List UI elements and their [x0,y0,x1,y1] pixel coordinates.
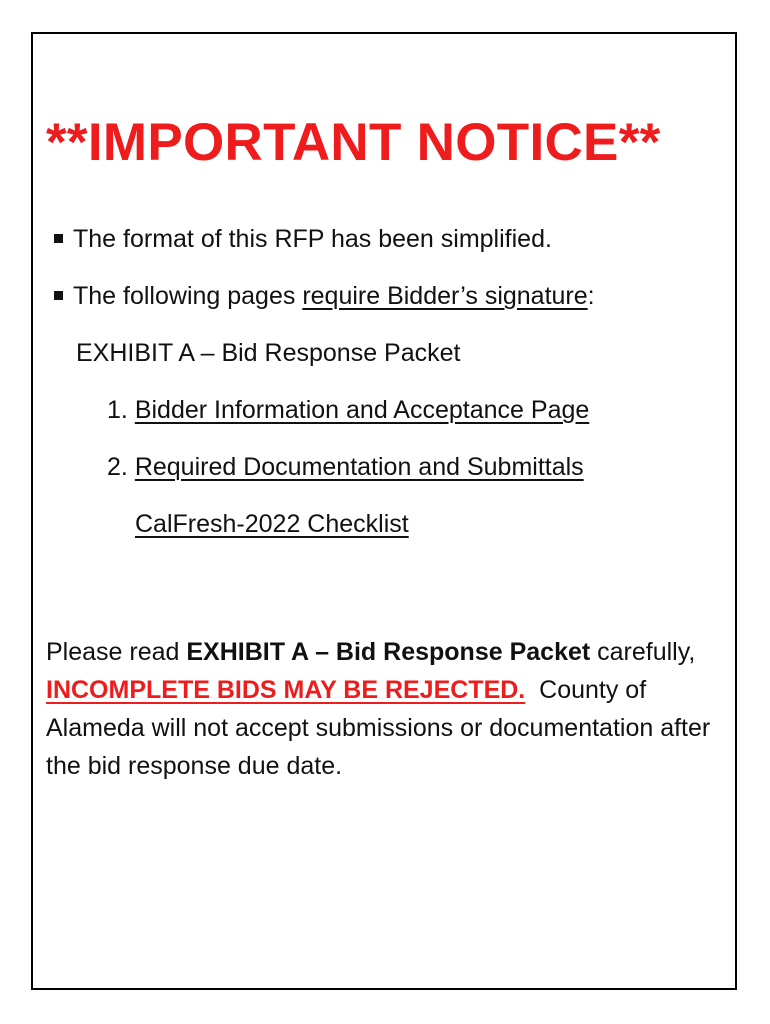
important-notice-title: **IMPORTANT NOTICE** [46,113,661,172]
square-bullet-icon [54,234,63,243]
bullet-signature-required [54,282,595,311]
bullet-suffix: : [587,282,595,310]
bullet-text: The format of this RFP has been simplified. [73,225,552,253]
item-label: Bidder Information and Acceptance Page [134,396,590,424]
exhibit-sub-item: CalFresh-2022 Checklist [135,510,409,538]
exhibit-item-1 [107,396,589,425]
exhibit-item-2 [107,453,584,482]
item-number: 1. [107,396,128,424]
square-bullet-icon [54,291,63,300]
item-label: Required Documentation and Submittals [134,453,584,481]
exhibit-heading: EXHIBIT A – Bid Response Packet [76,339,461,367]
instructions-paragraph [46,633,736,785]
para-part1: Please read [46,638,187,666]
incomplete-bids-warning: INCOMPLETE BIDS MAY BE REJECTED. [46,676,526,704]
bullet-prefix: The following pages [73,282,303,310]
para-part3: County of Alameda will not accept submissions or documentation after the bid response due date. [46,676,718,780]
bullet-underlined-text: require Bidder’s signature [302,282,588,310]
item-number: 2. [107,453,128,481]
para-part2: carefully, [590,638,696,666]
para-exhibit-reference: EXHIBIT A – Bid Response Packet [186,638,591,666]
bullet-format-simplified [54,225,552,254]
